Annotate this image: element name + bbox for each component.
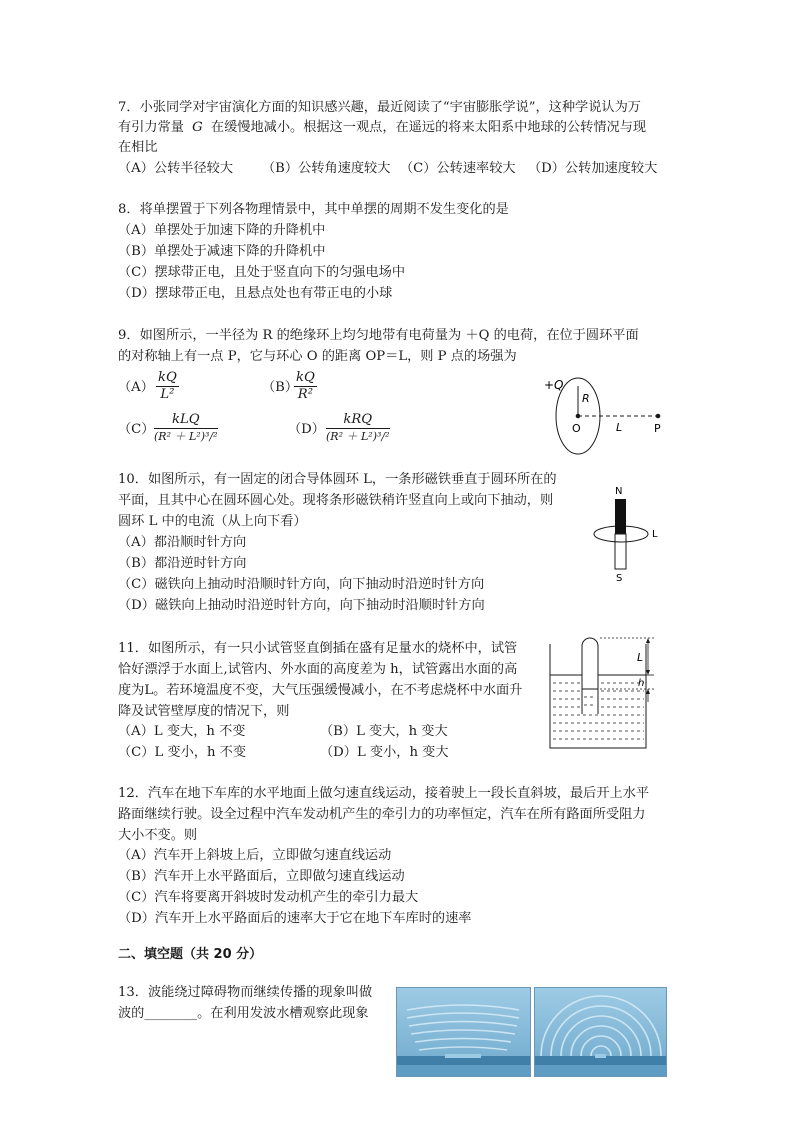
q12-line3: 大小不变。则	[118, 828, 198, 843]
south-label: S	[616, 573, 623, 584]
q7-line1: 7．小张同学对宇宙演化方面的知识感兴趣，最近阅读了“宇宙膨胀学说”，这种学说认为万	[118, 100, 641, 115]
q9-option-c-numerator: kLQ	[154, 412, 218, 429]
q9-option-a-label: （A）	[118, 380, 154, 395]
q9-option-c-denominator: (R² ＋ L²)³/²	[154, 430, 218, 443]
q7-line2a: 有引力常量	[118, 120, 184, 135]
q13-line2a: 波的	[118, 1006, 145, 1021]
q7-option-c: （C）公转速率较大	[400, 161, 516, 176]
q10-option-d: （D）磁铁向上抽动时沿逆时针方向，向下抽动时沿顺时针方向	[118, 598, 485, 613]
q10-magnet-figure	[586, 482, 666, 586]
q7-option-d: （D）公转加速度较大	[528, 161, 658, 176]
q11-option-c: （C）L 变小，h 不变	[118, 745, 247, 760]
magnet-north-half	[615, 499, 626, 534]
q12-option-c: （C）汽车将要离开斜坡时发动机产生的牵引力最大	[118, 890, 419, 905]
distance-l-label: L	[616, 421, 623, 434]
q12-line2: 路面继续行驶。设全过程中汽车发动机产生的牵引力的功率恒定，汽车在所有路面所受阻力	[118, 807, 646, 822]
q9-option-b-fraction	[294, 370, 317, 403]
q7-G: G	[192, 120, 203, 135]
wave-tank-photo-wide-gap	[396, 987, 531, 1077]
q11-line1: 11．如图所示，有一只小试管竖直倒插在盛有足量水的烧杯中，试管	[118, 641, 518, 656]
q12-line1: 12．汽车在地下车库的水平地面上做匀速直线运动，接着驶上一段长直斜坡，最后开上水平	[118, 786, 650, 801]
q10-option-c: （C）磁铁向上抽动时沿顺时针方向，向下抽动时沿逆时针方向	[118, 577, 485, 592]
q11-option-a: （A）L 变大，h 不变	[118, 724, 246, 739]
q9-option-a-numerator: kQ	[158, 370, 177, 385]
q9-option-c-fraction	[154, 412, 218, 445]
q7-line2c: 在缓慢地减小。根据这一观点，在遥远的将来太阳系中地球的公转情况与现	[210, 120, 647, 135]
test-tube	[582, 638, 598, 714]
q12-option-a: （A）汽车开上斜坡上后，立即做匀速直线运动	[118, 848, 392, 863]
q11-option-d: （D）L 变小，h 变大	[320, 745, 449, 760]
wave-tank-photo-narrow-gap	[534, 987, 667, 1077]
q10-option-b: （B）都沿逆时针方向	[118, 556, 247, 571]
q8-option-b: （B）单摆处于减速下降的升降机中	[118, 244, 326, 259]
point-p-dot	[656, 414, 661, 419]
q8-option-d: （D）摆球带正电，且悬点处也有带正电的小球	[118, 286, 393, 301]
q11-line3: 度为L。若环境温度不变，大气压强缓慢减小，在不考虑烧杯中水面升	[118, 683, 523, 698]
q9-option-c-label: （C）	[118, 422, 155, 437]
q9-option-d-denominator: (R² ＋ L²)³/²	[326, 430, 390, 443]
q12-option-d: （D）汽车开上水平路面后的速率大于它在地下车库时的速率	[118, 911, 472, 926]
q11-beaker-figure	[548, 632, 658, 752]
center-o-label: O	[572, 422, 581, 435]
q13-blank: ________	[144, 1006, 198, 1021]
q9-option-b-denominator: R²	[297, 387, 314, 402]
q9-option-b-numerator: kQ	[296, 370, 315, 385]
charge-label: +Q	[544, 378, 564, 392]
q10-option-a: （A）都沿顺时针方向	[118, 535, 247, 550]
q10-line2: 平面，且其中心在圆环圆心处。现将条形磁铁稍许竖直向上或向下抽动，则	[118, 493, 554, 508]
q13-line2b: 。在利用发波水槽观察此现象	[197, 1006, 369, 1021]
height-h-label: h	[638, 678, 645, 689]
q13-line1: 13．波能绕过障碍物而继续传播的现象叫做	[118, 985, 373, 1000]
q9-line1: 9．如图所示，一半径为 R 的绝缘环上均匀地带有电荷量为 ＋Q 的电荷，在位于圆环平面	[118, 328, 639, 343]
q10-line3: 圆环 L 中的电流（从上向下看）	[118, 514, 307, 529]
q9-option-b-label: （B）	[262, 380, 299, 395]
magnet-south-half	[615, 534, 626, 569]
radius-label: R	[582, 392, 590, 405]
q7-line3: 在相比	[118, 140, 158, 155]
section-2-title: 二、填空题（共 20 分）	[118, 947, 263, 962]
q9-option-d-numerator: kRQ	[326, 412, 390, 429]
q9-line2: 的对称轴上有一点 P，它与环心 O 的距离 OP＝L，则 P 点的场强为	[118, 349, 517, 364]
q10-line1: 10．如图所示，有一固定的闭合导体圆环 L，一条形磁铁垂直于圆环所在的	[118, 472, 557, 487]
q8-option-a: （A）单摆处于加速下降的升降机中	[118, 223, 326, 238]
wave-tank-drawing-1	[397, 988, 530, 1076]
q9-option-a-fraction	[156, 370, 179, 403]
q11-line4: 降及试管壁厚度的情况下，则	[118, 704, 290, 719]
q7-line2	[118, 118, 646, 138]
q8-option-c: （C）摆球带正电，且处于竖直向下的匀强电场中	[118, 265, 406, 280]
center-dot	[576, 414, 581, 419]
q7-option-b: （B）公转角速度较大	[262, 161, 391, 176]
q12-option-b: （B）汽车开上水平路面后，立即做匀速直线运动	[118, 869, 405, 884]
q13-line2	[118, 1004, 369, 1024]
q11-line2: 恰好漂浮于水面上,试管内、外水面的高度差为 h，试管露出水面的高	[118, 662, 518, 677]
point-p-label: P	[654, 422, 661, 435]
wave-tank-drawing-2	[535, 988, 666, 1076]
q9-option-d-label: （D）	[288, 422, 325, 437]
north-label: N	[615, 486, 623, 497]
q11-option-b: （B）L 变大，h 变大	[320, 724, 448, 739]
q9-ring-figure	[538, 372, 678, 458]
q9-option-a-denominator: L²	[160, 387, 175, 402]
ring-l-label: L	[652, 529, 658, 540]
q8-stem: 8．将单摆置于下列各物理情景中，其中单摆的周期不发生变化的是	[118, 202, 509, 217]
length-l-label: L	[637, 651, 644, 664]
q7-option-a: （A）公转半径较大	[118, 161, 234, 176]
q9-option-d-fraction	[326, 412, 390, 445]
